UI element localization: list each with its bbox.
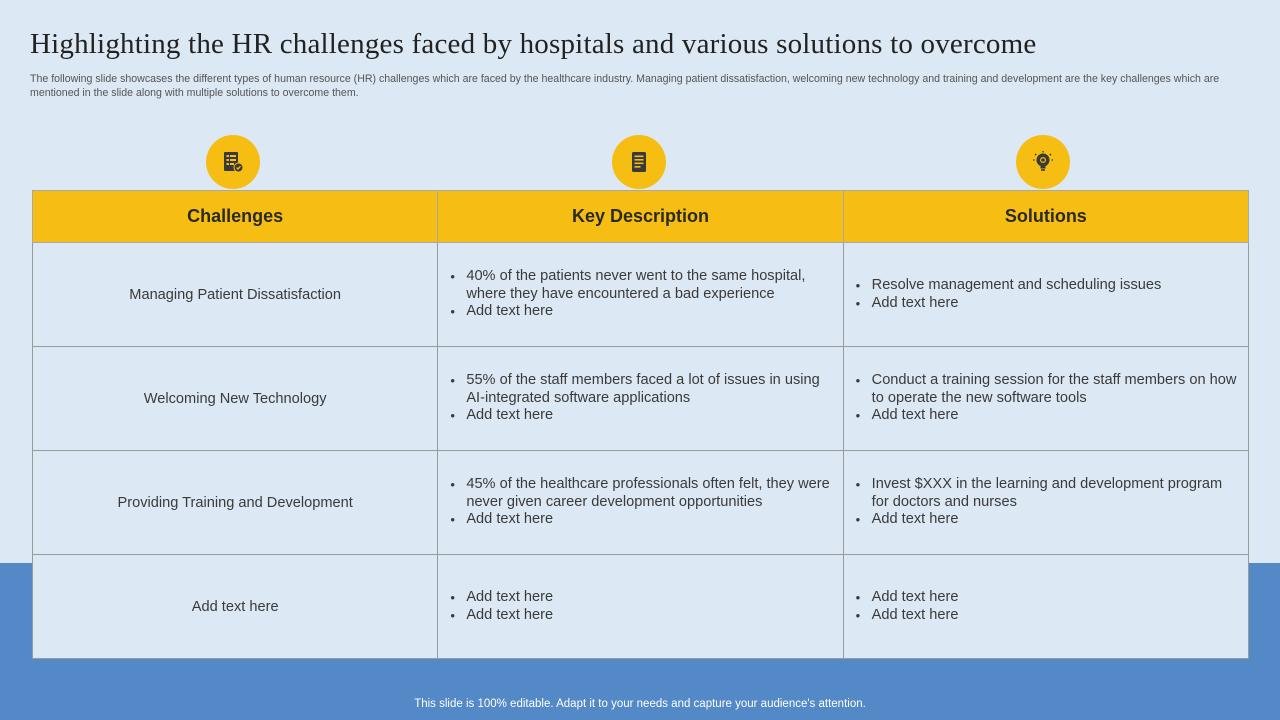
description-bullet: • Add text here [450,589,832,607]
solution-bullet: • Add text here [856,607,1238,625]
solution-bullet: • Add text here [856,407,1238,425]
table-header-row [33,191,1249,243]
solution-cell [843,347,1248,451]
description-cell [438,451,843,555]
footer-note: This slide is 100% editable. Adapt it to your needs and capture your audience's attention. [414,698,866,710]
challenge-cell: Providing Training and Development [33,451,438,555]
description-cell [438,555,843,659]
challenge-cell: Welcoming New Technology [33,347,438,451]
solution-cell [843,243,1248,347]
table-row [33,243,1249,347]
solution-bullet: • Conduct a training session for the staff members on how to operate the new software tools [856,372,1238,407]
description-bullet: • Add text here [450,407,832,425]
challenges-table [32,190,1249,659]
slide-title: Highlighting the HR challenges faced by hospitals and various solutions to overcome [30,28,1037,60]
solution-bullet: • Add text here [856,589,1238,607]
document-icon [612,135,666,189]
description-bullet: • 40% of the patients never went to the same hospital, where they have encountered a bad experience [450,268,832,303]
solution-bullet: • Add text here [856,511,1238,529]
idea-bulb-icon [1016,135,1070,189]
solution-bullet: • Invest $XXX in the learning and development program for doctors and nurses [856,476,1238,511]
description-bullet: • 45% of the healthcare professionals often felt, they were never given career development opportunities [450,476,832,511]
table-row [33,555,1249,659]
description-bullet: • 55% of the staff members faced a lot of issues in using AI-integrated software applications [450,372,832,407]
challenge-cell: Add text here [33,555,438,659]
description-cell [438,243,843,347]
challenge-cell: Managing Patient Dissatisfaction [33,243,438,347]
solution-cell [843,555,1248,659]
description-bullet: • Add text here [450,607,832,625]
description-bullet: • Add text here [450,303,832,321]
slide-subtitle: The following slide showcases the different types of human resource (HR) challenges which are faced by the healthcare industry. Managing patient dissatisfaction, welcoming new technology and training and development are the key challenges which are mentioned in the slide along with multiple solutions to overcome them. [30,73,1220,99]
solution-cell [843,451,1248,555]
header-challenges: Challenges [33,191,438,243]
description-cell [438,347,843,451]
solution-bullet: • Resolve management and scheduling issues [856,277,1238,295]
table-row [33,347,1249,451]
header-key-description: Key Description [438,191,843,243]
header-solutions: Solutions [843,191,1248,243]
checklist-icon [206,135,260,189]
solution-bullet: • Add text here [856,295,1238,313]
table-row [33,451,1249,555]
description-bullet: • Add text here [450,511,832,529]
